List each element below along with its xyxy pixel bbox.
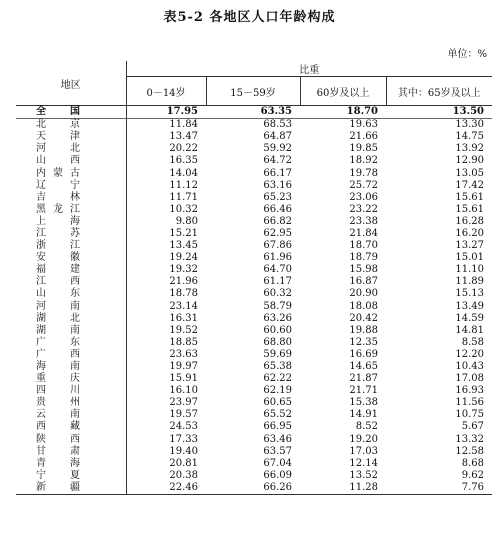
value-cell: 11.56 xyxy=(455,397,484,409)
table-row xyxy=(16,276,492,288)
value-cell: 22.46 xyxy=(126,482,206,495)
table-row xyxy=(16,409,492,421)
value-cell: 18.70 xyxy=(300,106,386,119)
value-cell: 59.69 xyxy=(263,348,292,360)
region-cell xyxy=(16,434,126,446)
value-cell: 11.10 xyxy=(455,264,484,276)
value-cell: 13.45 xyxy=(169,240,198,252)
value-cell: 23.38 xyxy=(349,215,378,227)
value-cell: 66.82 xyxy=(263,215,292,227)
value-cell: 7.76 xyxy=(386,482,492,495)
region-cell xyxy=(16,131,126,143)
value-cell: 19.97 xyxy=(169,361,198,373)
value-cell: 15.01 xyxy=(455,252,484,264)
region-cell xyxy=(16,458,126,470)
value-cell: 19.57 xyxy=(169,409,198,421)
region-name: 四川 xyxy=(36,385,80,397)
region-name: 广西 xyxy=(36,348,80,360)
region-cell xyxy=(16,204,126,216)
value-cell: 14.59 xyxy=(455,312,484,324)
value-cell: 19.32 xyxy=(169,264,198,276)
table-row xyxy=(16,180,492,192)
value-cell: 18.92 xyxy=(349,155,378,167)
value-cell: 15.21 xyxy=(169,227,198,239)
region-name: 湖南 xyxy=(36,324,80,336)
value-cell: 62.19 xyxy=(263,385,292,397)
value-cell: 62.22 xyxy=(263,373,292,385)
value-cell: 16.10 xyxy=(169,385,198,397)
value-cell: 16.28 xyxy=(455,215,484,227)
value-cell: 19.88 xyxy=(349,324,378,336)
table-row xyxy=(16,264,492,276)
value-cell: 17.08 xyxy=(455,373,484,385)
value-cell: 20.22 xyxy=(169,143,198,155)
region-cell xyxy=(16,180,126,192)
value-cell: 66.26 xyxy=(206,482,300,495)
value-cell: 63.57 xyxy=(263,445,292,457)
header-age-65-plus: 其中：65岁及以上 xyxy=(386,77,492,106)
table-row xyxy=(16,446,492,458)
value-cell: 66.17 xyxy=(263,167,292,179)
region-cell xyxy=(16,106,126,119)
value-cell: 10.32 xyxy=(169,203,198,215)
value-cell: 16.20 xyxy=(455,227,484,239)
value-cell: 8.52 xyxy=(355,421,378,433)
region-cell xyxy=(16,301,126,313)
table-row xyxy=(16,458,492,470)
value-cell: 16.93 xyxy=(455,385,484,397)
value-cell: 64.87 xyxy=(263,131,292,143)
age-structure-table xyxy=(16,61,492,495)
value-cell: 13.50 xyxy=(386,106,492,119)
value-cell: 23.14 xyxy=(169,300,198,312)
table-body xyxy=(16,106,492,495)
value-cell: 19.40 xyxy=(169,445,198,457)
value-cell: 14.75 xyxy=(455,131,484,143)
value-cell: 18.85 xyxy=(169,336,198,348)
region-name: 北京 xyxy=(36,119,80,131)
table-row xyxy=(16,349,492,361)
region-name: 山东 xyxy=(36,288,80,300)
region-name: 福建 xyxy=(36,264,80,276)
value-cell: 15.38 xyxy=(349,397,378,409)
region-cell xyxy=(16,470,126,482)
value-cell: 12.20 xyxy=(455,348,484,360)
value-cell: 14.04 xyxy=(169,167,198,179)
table-header xyxy=(16,61,492,106)
value-cell: 18.79 xyxy=(349,252,378,264)
region-cell xyxy=(16,337,126,349)
value-cell: 17.95 xyxy=(126,106,206,119)
value-cell: 13.47 xyxy=(169,131,198,143)
region-name: 新疆 xyxy=(36,481,80,493)
header-region: 地区 xyxy=(16,61,126,106)
table-row xyxy=(16,228,492,240)
table-row xyxy=(16,143,492,155)
value-cell: 20.81 xyxy=(169,457,198,469)
region-cell xyxy=(16,409,126,421)
region-name: 内蒙古 xyxy=(36,167,80,179)
value-cell: 66.46 xyxy=(263,203,292,215)
value-cell: 21.84 xyxy=(349,227,378,239)
region-name: 辽宁 xyxy=(36,179,80,191)
value-cell: 15.61 xyxy=(455,191,484,203)
value-cell: 5.67 xyxy=(461,421,484,433)
value-cell: 19.24 xyxy=(169,252,198,264)
table-title: 表5-2 各地区人口年龄构成 xyxy=(163,10,336,25)
value-cell: 13.92 xyxy=(455,143,484,155)
value-cell: 21.96 xyxy=(169,276,198,288)
value-cell: 17.33 xyxy=(169,433,198,445)
value-cell: 18.78 xyxy=(169,288,198,300)
region-name: 甘肃 xyxy=(36,445,80,457)
header-age-60-plus: 60岁及以上 xyxy=(300,77,386,106)
value-cell: 65.52 xyxy=(263,409,292,421)
value-cell: 63.16 xyxy=(263,179,292,191)
header-age-0-14: 0－14岁 xyxy=(126,77,206,106)
value-cell: 12.14 xyxy=(349,457,378,469)
value-cell: 20.38 xyxy=(169,469,198,481)
table-row xyxy=(16,385,492,397)
region-cell xyxy=(16,349,126,361)
table-row xyxy=(16,288,492,300)
table-row xyxy=(16,167,492,179)
table-row xyxy=(16,131,492,143)
value-cell: 24.53 xyxy=(169,421,198,433)
value-cell: 68.80 xyxy=(263,336,292,348)
table-row xyxy=(16,482,492,495)
value-cell: 21.71 xyxy=(349,385,378,397)
value-cell: 11.28 xyxy=(300,482,386,495)
value-cell: 12.35 xyxy=(349,336,378,348)
region-name: 全国 xyxy=(36,106,80,118)
table-row xyxy=(16,434,492,446)
table-row xyxy=(16,313,492,325)
value-cell: 21.87 xyxy=(349,373,378,385)
region-name: 河南 xyxy=(36,300,80,312)
value-cell: 19.20 xyxy=(349,433,378,445)
table-row xyxy=(16,240,492,252)
value-cell: 15.91 xyxy=(169,373,198,385)
region-name: 浙江 xyxy=(36,240,80,252)
region-name: 宁夏 xyxy=(36,469,80,481)
table-row-total xyxy=(16,106,492,119)
region-name: 安徽 xyxy=(36,252,80,264)
table-row xyxy=(16,325,492,337)
value-cell: 64.70 xyxy=(263,264,292,276)
value-cell: 15.61 xyxy=(455,203,484,215)
unit-label: 单位：% xyxy=(447,49,487,60)
value-cell: 19.63 xyxy=(349,119,378,131)
value-cell: 13.49 xyxy=(455,300,484,312)
value-cell: 61.17 xyxy=(263,276,292,288)
region-name: 广东 xyxy=(36,336,80,348)
value-cell: 60.60 xyxy=(263,324,292,336)
value-cell: 60.65 xyxy=(263,397,292,409)
region-name: 黑龙江 xyxy=(36,203,80,215)
value-cell: 25.72 xyxy=(349,179,378,191)
table-row xyxy=(16,216,492,228)
value-cell: 14.65 xyxy=(349,361,378,373)
value-cell: 18.70 xyxy=(349,240,378,252)
value-cell: 60.32 xyxy=(263,288,292,300)
value-cell: 12.90 xyxy=(455,155,484,167)
value-cell: 13.52 xyxy=(349,469,378,481)
table-row xyxy=(16,252,492,264)
value-cell: 16.35 xyxy=(169,155,198,167)
region-cell xyxy=(16,216,126,228)
value-cell: 8.58 xyxy=(461,336,484,348)
region-name: 海南 xyxy=(36,361,80,373)
table-row xyxy=(16,204,492,216)
value-cell: 11.12 xyxy=(169,179,198,191)
value-cell: 23.63 xyxy=(169,348,198,360)
region-cell xyxy=(16,288,126,300)
region-cell xyxy=(16,240,126,252)
value-cell: 11.89 xyxy=(455,276,484,288)
region-name: 吉林 xyxy=(36,191,80,203)
value-cell: 21.66 xyxy=(349,131,378,143)
region-name: 河北 xyxy=(36,143,80,155)
value-cell: 11.84 xyxy=(169,119,198,131)
table-row xyxy=(16,361,492,373)
region-name: 山西 xyxy=(36,155,80,167)
value-cell: 8.68 xyxy=(461,457,484,469)
value-cell: 23.06 xyxy=(349,191,378,203)
region-cell xyxy=(16,143,126,155)
table-row xyxy=(16,470,492,482)
header-group: 比重 xyxy=(126,61,492,77)
region-name: 湖北 xyxy=(36,312,80,324)
region-cell xyxy=(16,373,126,385)
region-cell xyxy=(16,228,126,240)
value-cell: 19.85 xyxy=(349,143,378,155)
value-cell: 59.92 xyxy=(263,143,292,155)
region-cell xyxy=(16,361,126,373)
value-cell: 13.27 xyxy=(455,240,484,252)
value-cell: 11.71 xyxy=(169,191,198,203)
value-cell: 66.09 xyxy=(263,469,292,481)
region-name: 云南 xyxy=(36,409,80,421)
value-cell: 64.72 xyxy=(263,155,292,167)
region-name: 贵州 xyxy=(36,397,80,409)
value-cell: 13.32 xyxy=(455,433,484,445)
value-cell: 15.98 xyxy=(349,264,378,276)
value-cell: 58.79 xyxy=(263,300,292,312)
value-cell: 68.53 xyxy=(263,119,292,131)
value-cell: 17.42 xyxy=(455,179,484,191)
value-cell: 9.62 xyxy=(461,469,484,481)
region-cell xyxy=(16,119,126,132)
region-cell xyxy=(16,421,126,433)
value-cell: 23.97 xyxy=(169,397,198,409)
region-cell xyxy=(16,325,126,337)
value-cell: 67.86 xyxy=(263,240,292,252)
value-cell: 63.46 xyxy=(263,433,292,445)
value-cell: 16.87 xyxy=(349,276,378,288)
value-cell: 14.91 xyxy=(349,409,378,421)
region-cell xyxy=(16,397,126,409)
value-cell: 19.78 xyxy=(349,167,378,179)
value-cell: 13.30 xyxy=(455,119,484,131)
value-cell: 65.38 xyxy=(263,361,292,373)
region-cell xyxy=(16,446,126,458)
region-name: 重庆 xyxy=(36,373,80,385)
value-cell: 14.81 xyxy=(455,324,484,336)
region-cell xyxy=(16,385,126,397)
value-cell: 20.90 xyxy=(349,288,378,300)
table-row xyxy=(16,155,492,167)
region-name: 上海 xyxy=(36,215,80,227)
region-name: 青海 xyxy=(36,457,80,469)
value-cell: 62.95 xyxy=(263,227,292,239)
table-row xyxy=(16,373,492,385)
value-cell: 66.95 xyxy=(263,421,292,433)
region-name: 江西 xyxy=(36,276,80,288)
table-row xyxy=(16,421,492,433)
region-cell xyxy=(16,252,126,264)
value-cell: 20.42 xyxy=(349,312,378,324)
region-cell xyxy=(16,313,126,325)
table-row xyxy=(16,192,492,204)
table-row xyxy=(16,337,492,349)
table-row xyxy=(16,119,492,132)
value-cell: 18.08 xyxy=(349,300,378,312)
region-name: 江苏 xyxy=(36,227,80,239)
value-cell: 63.26 xyxy=(263,312,292,324)
value-cell: 23.22 xyxy=(349,203,378,215)
region-cell xyxy=(16,167,126,179)
table-row xyxy=(16,397,492,409)
value-cell: 61.96 xyxy=(263,252,292,264)
region-name: 陕西 xyxy=(36,433,80,445)
value-cell: 19.52 xyxy=(169,324,198,336)
value-cell: 10.43 xyxy=(455,361,484,373)
region-cell xyxy=(16,276,126,288)
value-cell: 9.80 xyxy=(175,215,198,227)
region-name: 西藏 xyxy=(36,421,80,433)
table-row xyxy=(16,301,492,313)
value-cell: 17.03 xyxy=(349,445,378,457)
region-cell xyxy=(16,192,126,204)
header-age-15-59: 15－59岁 xyxy=(206,77,300,106)
value-cell: 63.35 xyxy=(206,106,300,119)
region-cell xyxy=(16,155,126,167)
value-cell: 67.04 xyxy=(263,457,292,469)
value-cell: 13.05 xyxy=(455,167,484,179)
value-cell: 10.75 xyxy=(455,409,484,421)
value-cell: 65.23 xyxy=(263,191,292,203)
region-cell xyxy=(16,482,126,495)
value-cell: 16.69 xyxy=(349,348,378,360)
region-name: 天津 xyxy=(36,131,80,143)
value-cell: 16.31 xyxy=(169,312,198,324)
value-cell: 12.58 xyxy=(455,445,484,457)
region-cell xyxy=(16,264,126,276)
value-cell: 15.13 xyxy=(455,288,484,300)
